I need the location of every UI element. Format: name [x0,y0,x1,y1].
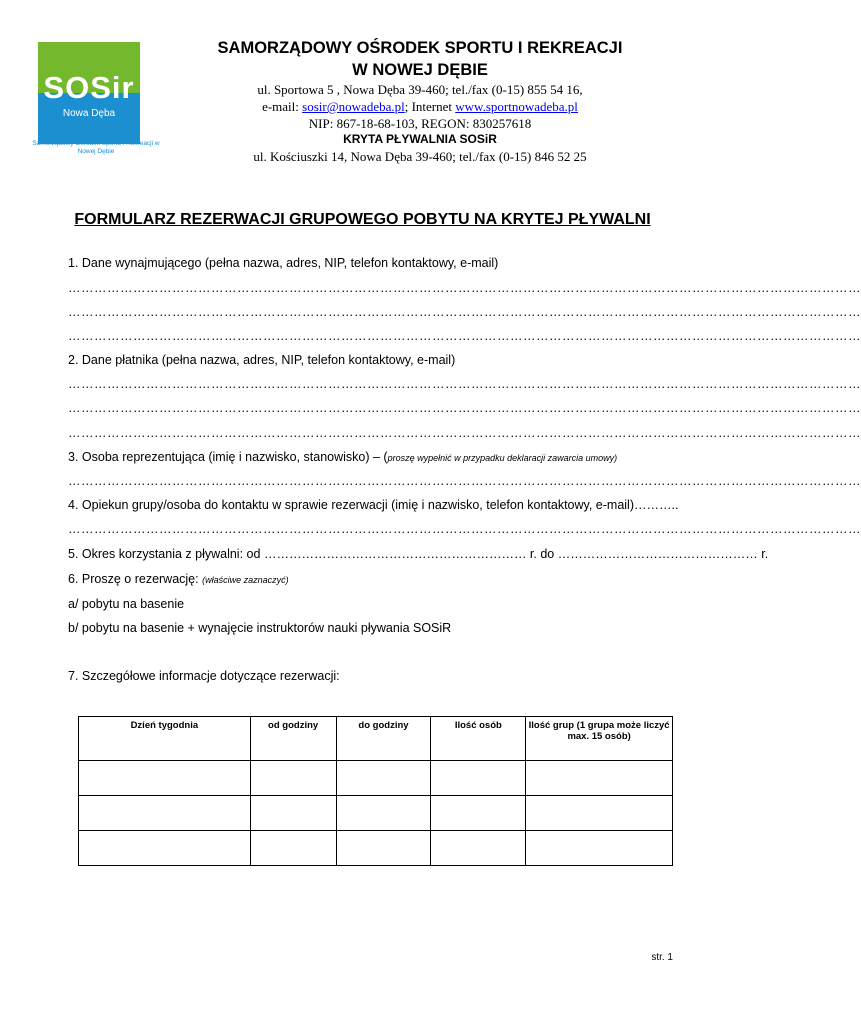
table-cell[interactable] [79,796,251,831]
table-cell[interactable] [526,761,673,796]
website-link[interactable]: www.sportnowadeba.pl [455,99,578,114]
org-address: ul. Sportowa 5 , Nowa Dęba 39-460; tel./fax (0-15) 855 54 16, [257,82,583,97]
option-a[interactable]: a/ pobytu na basenie [68,597,185,611]
sosir-logo [38,42,140,144]
period-from-field[interactable]: ……………………………………………………… [263,547,527,561]
question-6-note: (właściwe zaznaczyć) [202,575,289,585]
answer-line[interactable]: ………………………………………………………………………………………………………………………………………………………………… [68,401,861,415]
org-nip: NIP: 867-18-68-103, REGON: 830257618 [308,116,532,131]
internet-label: ; Internet [404,99,456,114]
question-7: 7. Szczegółowe informacje dotyczące rezerwacji: [68,669,340,683]
pool-name: KRYTA PŁYWALNIA SOSiR [343,132,497,146]
answer-line[interactable]: ………………………………………………………………………………………………………………………………………………………………… [68,474,861,488]
answer-line[interactable]: ………………………………………………………………………………………………………………………………………………………………… [68,426,861,440]
question-3 [68,450,673,464]
question-6 [68,572,673,586]
org-title: SAMORZĄDOWY OŚRODEK SPORTU I REKREACJI [217,39,623,57]
reservation-table [78,716,673,866]
table-row [79,796,673,831]
table-cell[interactable] [526,796,673,831]
form-title: FORMULARZ REZERWACJI GRUPOWEGO POBYTU NA KRYTEJ PŁYWALNI [74,211,651,228]
col-groups: Ilość grup (1 grupa może liczyć max. 15 osób) [526,717,673,761]
logo-word: SOSir [43,70,135,105]
table-cell[interactable] [79,761,251,796]
answer-line[interactable]: ………………………………………………………………………………………………………………………………………………………………… [68,522,861,536]
table-cell[interactable] [336,831,431,866]
answer-line[interactable]: ………………………………………………………………………………………………………………………………………………………………… [68,329,861,343]
logo-sub: Nowa Dęba [62,108,116,119]
col-people: Ilość osób [431,717,526,761]
period-year-suffix: r. [761,547,769,561]
table-cell[interactable] [250,831,336,866]
table-cell[interactable] [79,831,251,866]
email-link[interactable]: sosir@nowadeba.pl [302,99,405,114]
email-label: e-mail: [262,99,303,114]
table-cell[interactable] [336,796,431,831]
question-2: 2. Dane płatnika (pełna nazwa, adres, NIP, telefon kontaktowy, e-mail) [68,353,456,367]
table-header-row [79,717,673,761]
question-3-label: 3. Osoba reprezentująca (imię i nazwisko, stanowisko) – ( [68,450,388,464]
col-to-hour: do godziny [336,717,431,761]
pool-address: ul. Kościuszki 14, Nowa Dęba 39-460; tel./fax (0-15) 846 52 25 [253,149,587,164]
org-title-city: W NOWEJ DĘBIE [352,61,488,79]
table-row [79,831,673,866]
period-to-field[interactable]: ………………………………………… [557,547,758,561]
org-contact [170,99,670,115]
answer-line[interactable]: ………………………………………………………………………………………………………………………………………………………………… [68,377,861,391]
table-cell[interactable] [431,761,526,796]
table-cell[interactable] [336,761,431,796]
question-4: 4. Opiekun grupy/osoba do kontaktu w sprawie rezerwacji (imię i nazwisko, telefon kontaktowy, e-mail)……….. [68,498,679,512]
table-cell[interactable] [431,831,526,866]
page-number: str. 1 [651,952,673,963]
question-6-label: 6. Proszę o rezerwację: [68,572,203,586]
option-b[interactable]: b/ pobytu na basenie + wynajęcie instruktorów nauki pływania SOSiR [68,621,452,635]
table-row [79,761,673,796]
answer-line[interactable]: ………………………………………………………………………………………………………………………………………………………………… [68,281,861,295]
question-1: 1. Dane wynajmującego (pełna nazwa, adres, NIP, telefon kontaktowy, e-mail) [68,256,499,270]
col-day: Dzień tygodnia [79,717,251,761]
period-from-label: 5. Okres korzystania z pływalni: od [68,547,261,561]
table-cell[interactable] [250,761,336,796]
logo-caption: Samorządowy Ośrodek Sportu i Rekreacji w Nowej Dębie [32,140,160,155]
answer-line[interactable]: ………………………………………………………………………………………………………………………………………………………………… [68,305,861,319]
question-3-note: proszę wypełnić w przypadku deklaracji zawarcia umowy) [387,453,618,463]
col-from-hour: od godziny [250,717,336,761]
period-to-label: r. do [529,547,555,561]
table-cell[interactable] [250,796,336,831]
table-cell[interactable] [431,796,526,831]
table-cell[interactable] [526,831,673,866]
question-5 [68,547,769,561]
